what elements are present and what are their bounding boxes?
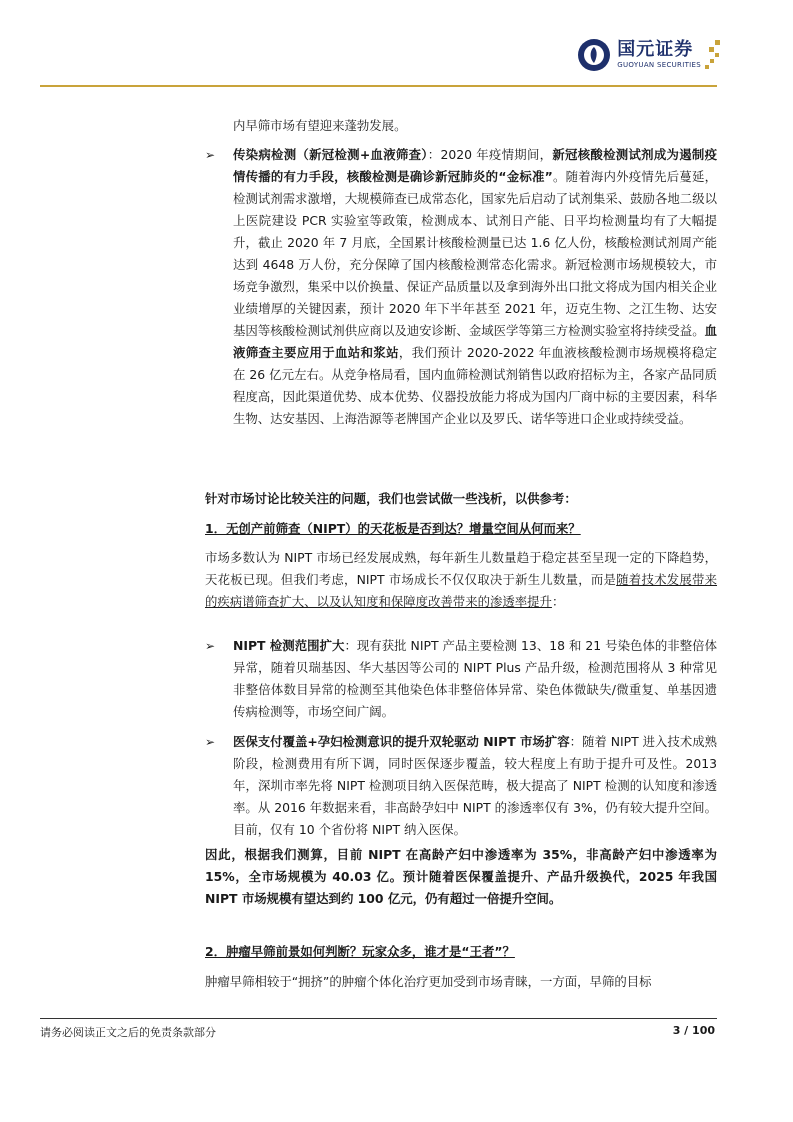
q1-heading: 1．无创产前筛查（NIPT）的天花板是否到达？增量空间从何而来？ (205, 521, 581, 536)
bullet-arrow-icon: ➢ (205, 735, 216, 749)
intro-line: 内早筛市场有望迎来蓬勃发展。 (233, 118, 407, 133)
q1-heading-block (205, 518, 717, 540)
nipt-scope-text: ：现有获批 NIPT 产品主要检测 13、18 和 21 号染色体的非整倍体异常，随着贝瑞基因、华大基因等公司的 NIPT Plus 产品升级，检测范围将从 3 种常见非整倍体数目异常的检测至其他染色体非整倍体异常、染色体微缺失/微重复、单基因遗传病检测等，市场空间广阔。 (233, 638, 717, 719)
nipt-conclusion: 因此，根据我们测算，目前 NIPT 在高龄产妇中渗透率为 35%，非高龄产妇中渗透率为 15%，全市场规模为 40.03 亿。预计随着医保覆盖提升、产品升级换代，2025 年我国 NIPT 市场规模有望达到约 100 亿元，仍有超过一倍提升空间。 (205, 847, 717, 906)
q1-paragraph-underline: 随着技术发展带来的疾病谱筛查扩大、以及认知度和保障度改善带来的渗透率提升 (205, 572, 718, 609)
page-number: 3 / 100 (672, 1024, 715, 1037)
q1-paragraph-end: ： (551, 594, 565, 609)
bullet-arrow-icon: ➢ (205, 639, 216, 653)
intro-line-block (233, 115, 717, 137)
q2-paragraph-block (205, 971, 717, 993)
q1-paragraph (205, 547, 717, 613)
q1-paragraph-start: 市场多数认为 NIPT 市场已经发展成熟，每年新生儿数量趋于稳定甚至呈现一定的下降趋势，天花板已现。但我们考虑，NIPT 市场成长不仅仅取决于新生儿数量，而是 (205, 550, 717, 587)
brand-logo (577, 38, 721, 72)
header-divider (40, 85, 717, 87)
guoyuan-logo-icon (577, 38, 611, 72)
nipt-scope-bullet (205, 635, 717, 723)
infectious-title: 传染病检测（新冠检测+血液筛查） (233, 147, 428, 162)
insurance-text: ：随着 NIPT 进入技术成熟阶段，检测费用有所下调，同时医保逐步覆盖，较大程度上有助于提升可及性。2013 年，深圳市率先将 NIPT 检测项目纳入医保范畴，极大提高了 NIPT 检测的认知度和渗透率。从 2016 年数据来看，非高龄孕妇中 NIPT 的渗透率仅有 3%，仍有较大提升空间。目前，仅有 10 个省份将 NIPT 纳入医保。 (233, 734, 718, 837)
discussion-intro: 针对市场讨论比较关注的问题，我们也尝试做一些浅析，以供参考： (205, 491, 577, 506)
infectious-tail: ，我们预计 2020-2022 年血液核酸检测市场规模将稳定在 26 亿元左右。从竞争格局看，国内血筛检测试剂销售以政府招标为主，各家产品同质程度高，因此渠道优势、成本优势、仪器投放能力将成为国内厂商中标的主要因素，科华生物、达安基因、上海浩源等老牌国产企业以及罗氏、诺华等进口企业或持续受益。 (233, 345, 718, 426)
footer-divider (40, 1018, 717, 1019)
q2-heading: 2．肿瘤早筛前景如何判断？玩家众多，谁才是“王者”？ (205, 944, 515, 959)
infectious-bold-2: 血液筛查主要应用于血站和浆站 (233, 323, 717, 360)
insurance-title: 医保支付覆盖+孕妇检测意识的提升双轮驱动 NIPT 市场扩容 (233, 734, 570, 749)
q1-paragraph-block (205, 547, 717, 613)
infectious-lead: ：2020 年疫情期间， (427, 147, 553, 162)
infectious-bold-1: 新冠核酸检测试剂成为遏制疫情传播的有力手段，核酸检测是确诊新冠肺炎的“金标准” (233, 147, 717, 184)
nipt-scope-title: NIPT 检测范围扩大 (233, 638, 345, 653)
infectious-paragraph (233, 144, 717, 430)
q2-paragraph: 肿瘤早筛相较于“拥挤”的肿瘤个体化治疗更加受到市场青睐，一方面，早筛的目标 (205, 974, 652, 989)
nipt-scope-paragraph (233, 635, 717, 723)
insurance-bullet (205, 731, 718, 841)
bullet-arrow-icon: ➢ (205, 148, 216, 162)
logo-dots-icon (705, 40, 721, 70)
logo-chinese-name: 国元证券 (617, 39, 694, 60)
infectious-mid: 。随着海内外疫情先后蔓延，检测试剂需求激增，大规模筛查已成常态化，国家先后启动了试剂集采、鼓励各地二级以上医院建设 PCR 实验室等政策，检测成本、试剂日产能、日平均检测量均有了大幅提升，截止 2020 年 7 月底，全国累计核酸检测量已达 1.6 亿人份，核酸检测试剂周产能达到 4648 万人份，充分保障了国内核酸检测常态化需求。新冠检测市场规模较大，市场竞争激烈，集采中以价换量、保证产品质量以及拿到海外出口批文将成为国内相关企业业绩增厚的关键因素，预计 2020 年下半年甚至 2021 年，迈克生物、之江生物、达安基因等核酸检测试剂供应商以及迪安诊断、金域医学等第三方检测实验室将持续受益。 (233, 169, 717, 338)
conclusion-block (205, 844, 717, 910)
infectious-disease-bullet (205, 144, 718, 430)
q2-heading-block (205, 941, 717, 963)
logo-english-name: GUOYUAN SECURITIES (617, 61, 701, 69)
footer-disclaimer: 请务必阅读正文之后的免责条款部分 (40, 1026, 216, 1039)
discussion-intro-block (205, 488, 717, 510)
insurance-paragraph (233, 731, 717, 841)
